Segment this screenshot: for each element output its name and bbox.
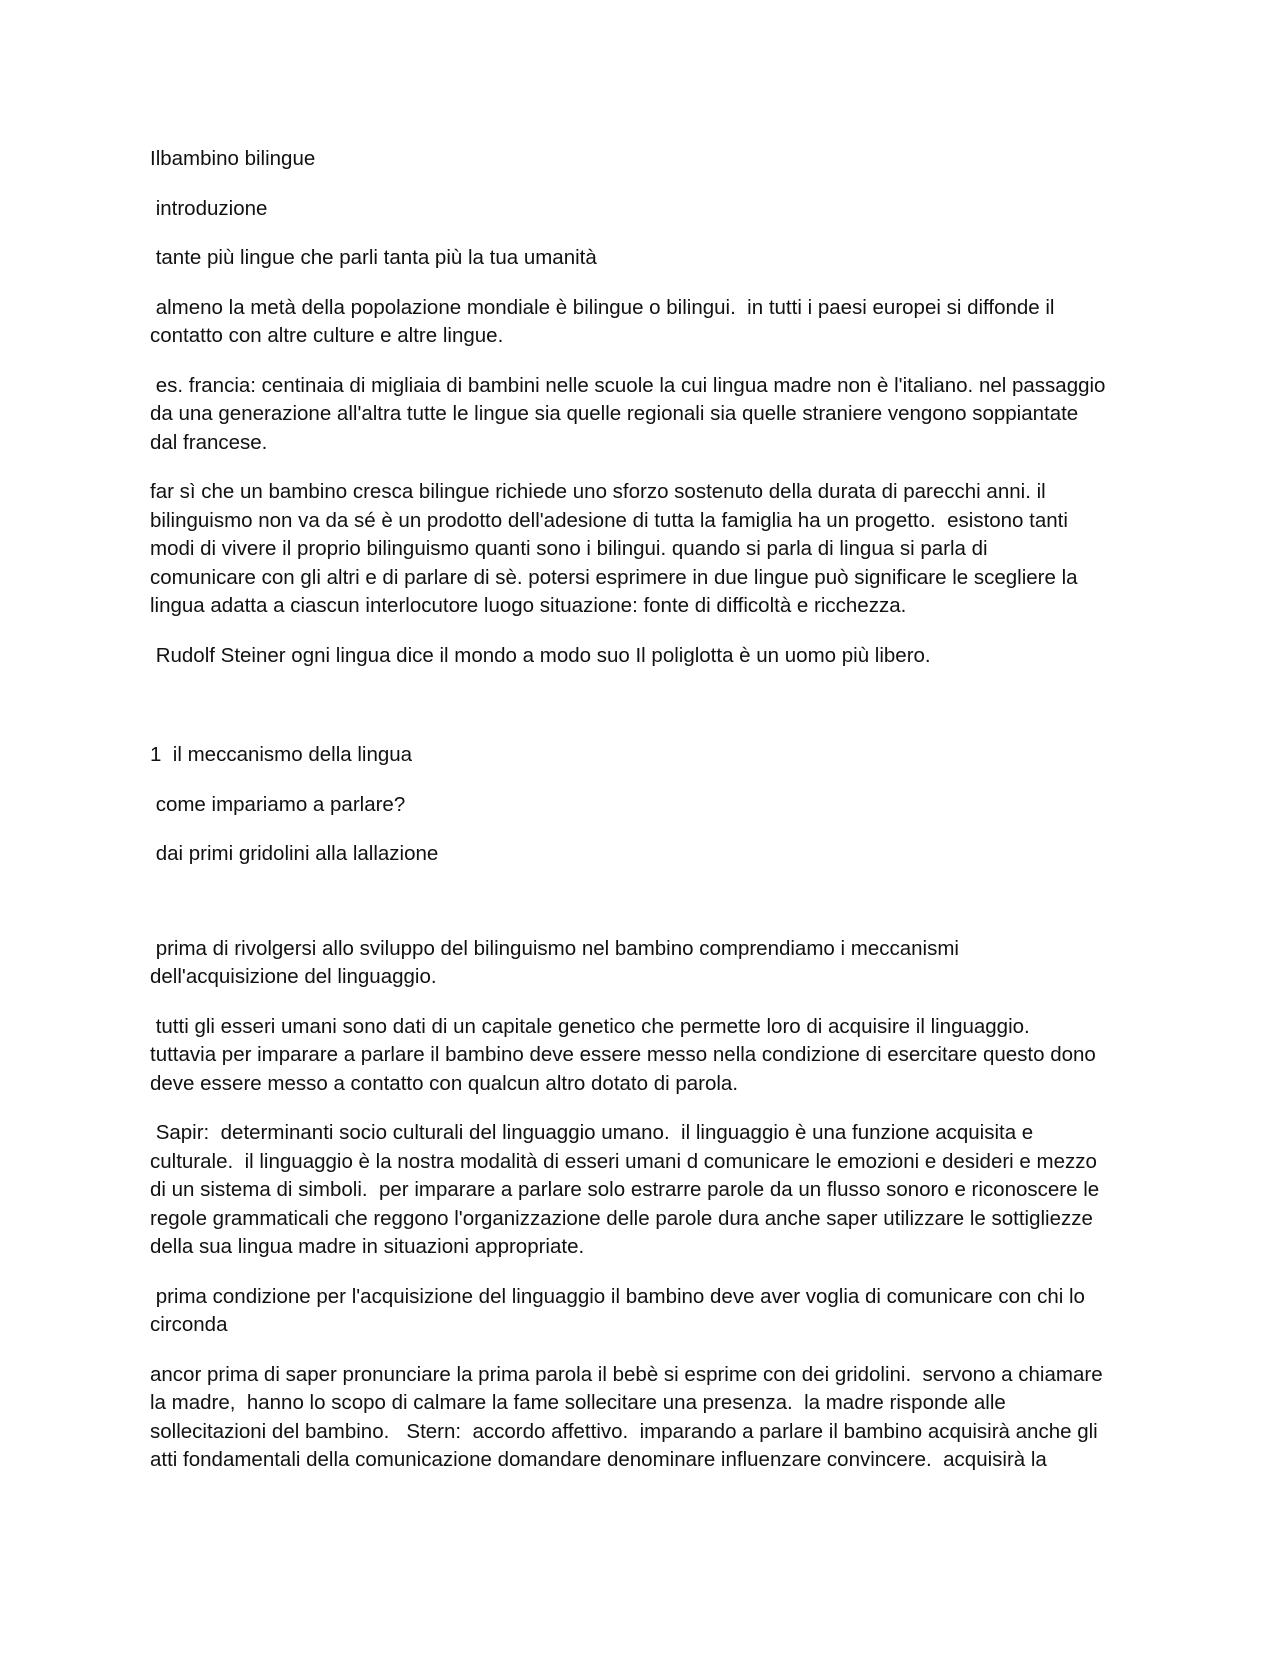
paragraph-francia: es. francia: centinaia di migliaia di bambini nelle scuole la cui lingua madre non è l'italiano. nel passaggio da una generazione all'altra tutte le lingue sia quelle regionali sia quelle straniere vengono soppiantate dal francese. (150, 373, 1106, 454)
paragraph-gridolini: ancor prima di saper pronunciare la prima parola il bebè si esprime con dei gridolini. servono a chiamare la madre, hanno lo scopo di calmare la fame sollecitare una presenza. la madre risponde alle sollecitazioni del bambino. Stern: accordo affettivo. imparando a parlare il bambino acquisirà anche gli atti fondamentali della comunicazione domandare denominare influenzare convincere. acquisirà la (150, 1362, 1103, 1471)
document-page (150, 145, 1135, 1496)
paragraph-meccanismi: prima di rivolgersi allo sviluppo del bilinguismo nel bambino comprendiamo i meccanismi dell'acquisizione del linguaggio. (150, 936, 959, 988)
spacer (150, 890, 1135, 935)
subheading-parlare: come impariamo a parlare? (150, 792, 406, 816)
quote-steiner: Rudolf Steiner ogni lingua dice il mondo a modo suo Il poliglotta è un uomo più libero. (150, 643, 931, 667)
document-title: Ilbambino bilingue (150, 147, 316, 170)
paragraph-sapir: Sapir: determinanti socio culturali del linguaggio umano. il linguaggio è una funzione acquisita e culturale. il linguaggio è la nostra modalità di esseri umani d comunicare le emozioni e desideri e mezzo di un sistema di simboli. per imparare a parlare solo estrarre parole da un flusso sonoro e riconoscere le regole grammaticali che reggono l'organizzazione delle parole dura anche saper utilizzare le sottigliezze della sua lingua madre in situazioni appropriate. (150, 1121, 1100, 1258)
paragraph-genetico: tutti gli esseri umani sono dati di un capitale genetico che permette loro di acquisire il linguaggio. tuttavia per imparare a parlare il bambino deve essere messo nella condizione di esercitare questo dono deve essere messo a contatto con qualcun altro dotato di parola. (150, 1014, 1096, 1095)
paragraph-condizione: prima condizione per l'acquisizione del linguaggio il bambino deve aver voglia di comunicare con chi lo circonda (150, 1284, 1085, 1336)
quote-umanita: tante più lingue che parli tanta più la tua umanità (150, 246, 597, 269)
spacer (150, 691, 1135, 741)
subheading-lallazione: dai primi gridolini alla lallazione (150, 842, 439, 865)
paragraph-popolazione: almeno la metà della popolazione mondiale è bilingue o bilingui. in tutti i paesi europei si diffonde il contatto con altre culture e altre lingue. (150, 295, 1055, 347)
intro-heading: introduzione (150, 196, 268, 220)
paragraph-bilingue: far sì che un bambino cresca bilingue richiede uno sforzo sostenuto della durata di parecchi anni. il bilinguismo non va da sé è un prodotto dell'adesione di tutta la famiglia ha un progetto. esistono tanti modi di vivere il proprio bilinguismo quanti sono i bilingui. quando si parla di lingua si parla di comunicare con gli altri e di parlare di sè. potersi esprimere in due lingue può significare le scegliere la lingua adatta a ciascun interlocutore luogo situazione: fonte di difficoltà e ricchezza. (150, 480, 1078, 617)
chapter-heading: 1 il meccanismo della lingua (150, 743, 413, 766)
